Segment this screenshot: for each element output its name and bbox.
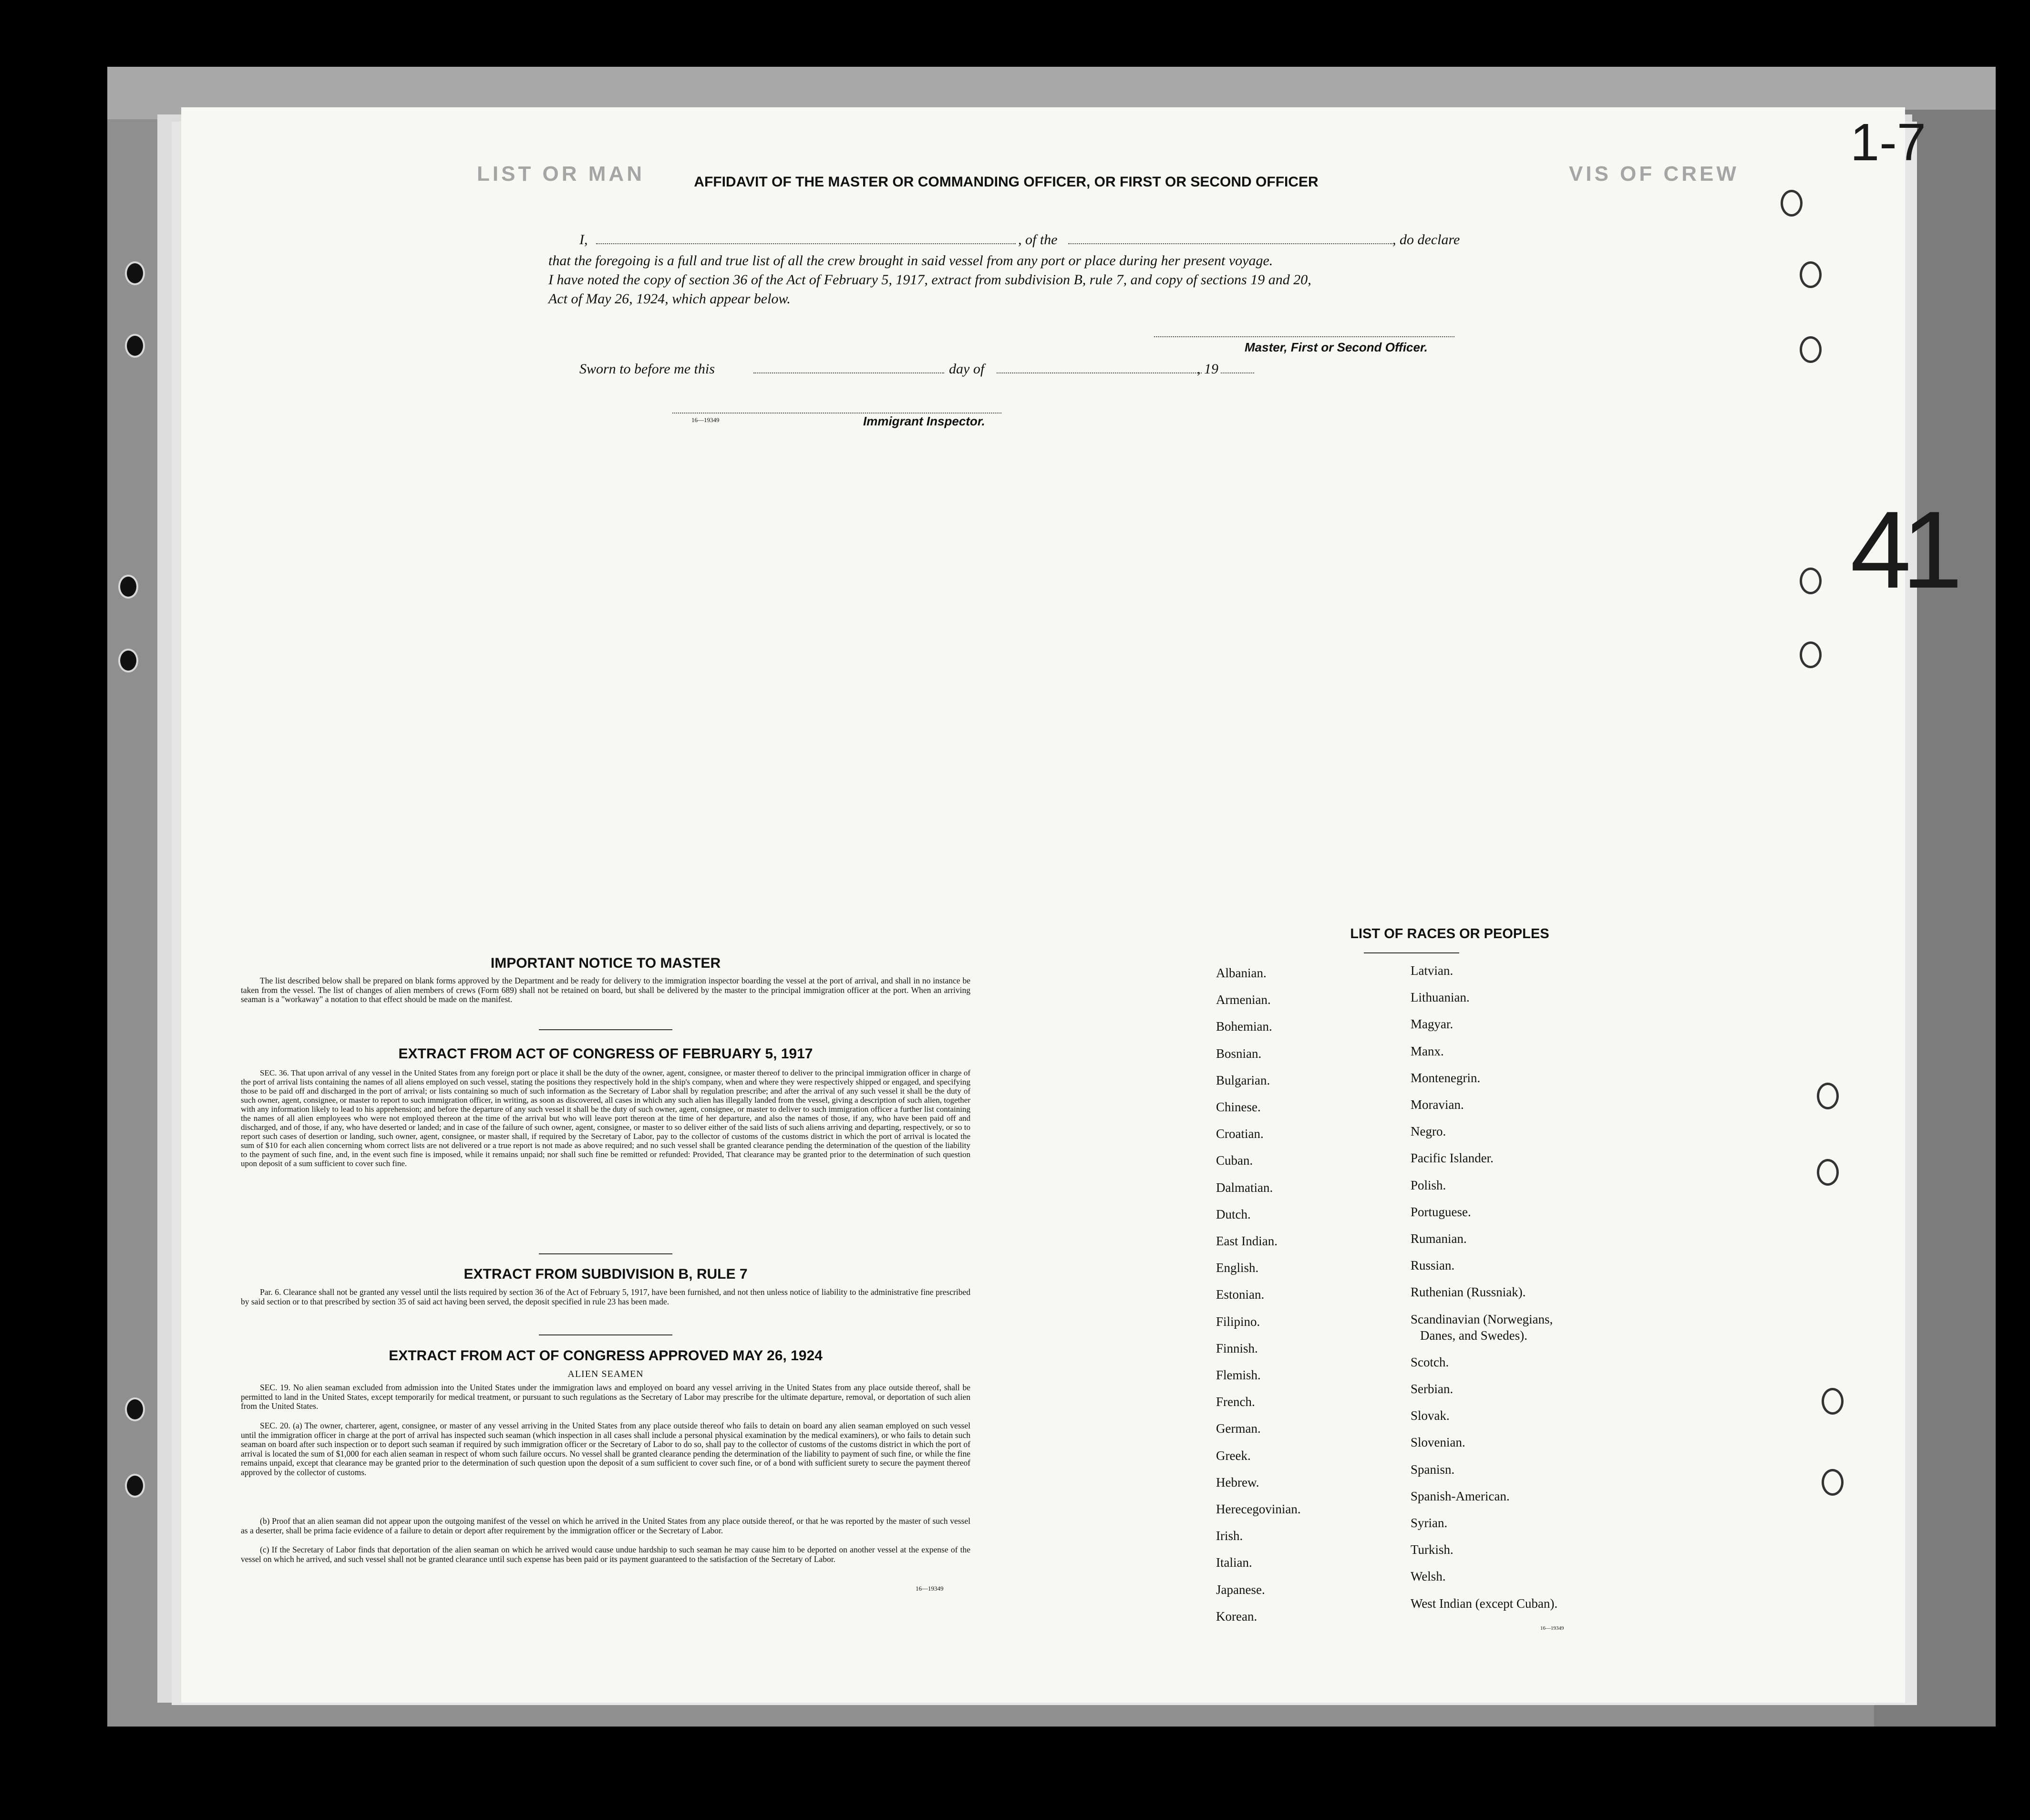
affidavit-of-the: , of the: [1018, 232, 1058, 248]
binder-hole: [125, 1474, 145, 1498]
binder-hole: [118, 649, 138, 672]
race-entry: Ruthenian (Russniak).: [1411, 1285, 1526, 1300]
race-entry: Turkish.: [1411, 1542, 1453, 1557]
punch-hole: [1822, 1469, 1844, 1496]
race-entry: Greek.: [1216, 1448, 1251, 1463]
race-entry: Hebrew.: [1216, 1475, 1259, 1489]
race-entry: German.: [1216, 1421, 1261, 1436]
race-entry: Cuban.: [1216, 1153, 1253, 1168]
race-entry: Flemish.: [1216, 1368, 1261, 1382]
extract-1924-sec19: SEC. 19. No alien seaman excluded from admission into the United States under the immigration laws and employed on board any vessel arriving in the United States from any place outside thereof, shall be permitted to land in the United States, except temporarily for medical treatment, or pursuant to such regulations as the Secretary of Labor may prescribe for the ultimate departure, removal, or deportation of such alien from the United States.: [241, 1383, 970, 1411]
master-signature-line: [1154, 336, 1454, 337]
affidavit-i: I,: [579, 232, 588, 248]
race-entry: Albanian.: [1216, 966, 1267, 980]
race-entry: Slovak.: [1411, 1408, 1450, 1423]
race-entry: Japanese.: [1216, 1582, 1265, 1597]
sworn-year: , 19: [1197, 361, 1218, 377]
race-entry: Bosnian.: [1216, 1046, 1262, 1061]
ghost-title-right: VIS OF CREW: [1569, 162, 1739, 186]
race-entry: Manx.: [1411, 1044, 1444, 1058]
race-entry: Armenian.: [1216, 993, 1271, 1007]
affidavit-form-number: 16—19349: [691, 416, 720, 424]
punch-hole: [1817, 1083, 1839, 1109]
extract-1917-title: EXTRACT FROM ACT OF CONGRESS OF FEBRUARY 5, 1917: [398, 1046, 813, 1062]
master-signature-label: Master, First or Second Officer.: [1245, 340, 1428, 354]
affidavit-title: AFFIDAVIT OF THE MASTER OR COMMANDING OFFICER, OR FIRST OR SECOND OFFICER: [694, 174, 1319, 190]
race-entry: Bulgarian.: [1216, 1073, 1270, 1087]
race-entry: Scandinavian (Norwegians,: [1411, 1312, 1553, 1326]
vessel-blank: [1068, 243, 1392, 244]
extract-rule7-title: EXTRACT FROM SUBDIVISION B, RULE 7: [464, 1266, 748, 1282]
race-entry: Herecegovinian.: [1216, 1502, 1301, 1516]
punch-hole: [1800, 641, 1822, 668]
handwritten-number: 41: [1850, 488, 1953, 611]
race-entry: Italian.: [1216, 1555, 1252, 1570]
races-title: LIST OF RACES OR PEOPLES: [1350, 926, 1549, 941]
punch-hole: [1800, 336, 1822, 363]
extract-rule7-body: Par. 6. Clearance shall not be granted any vessel until the lists required by section 36 of the Act of February 5, 1917, have been furnished, and not then unless notice of liability to the administrative fine prescribed by said section or to that prescribed by section 35 of said act having been served, the deposit specified in rule 23 has been made.: [241, 1287, 970, 1306]
punch-hole: [1817, 1159, 1839, 1186]
name-blank: [596, 243, 1016, 244]
race-entry: Filipino.: [1216, 1314, 1260, 1329]
inspector-label: Immigrant Inspector.: [863, 414, 985, 428]
affidavit-line-2: that the foregoing is a full and true list of all the crew brought in said vessel from any port or place during her present voyage.: [548, 253, 1273, 269]
race-entry: Croatian.: [1216, 1127, 1264, 1141]
ghost-title-left: LIST OR MAN: [477, 162, 645, 186]
extract-1924-sec20c: (c) If the Secretary of Labor finds that deportation of the alien seaman on which he arrived would cause undue hardship to such seaman he may cause him to be deported on another vessel at the expense of the vessel on which he arrived, and such vessel shall not be granted clearance until such expense has been paid or its payment guaranteed to the satisfaction of the Secretary of Labor.: [241, 1545, 970, 1564]
extract-form-number: 16—19349: [916, 1585, 944, 1592]
race-entry: Danes, and Swedes).: [1420, 1328, 1527, 1343]
handwritten-margin-note: 1-7: [1850, 113, 1926, 172]
punch-hole: [1822, 1388, 1844, 1415]
race-entry: French.: [1216, 1395, 1255, 1409]
binder-hole: [118, 575, 138, 599]
race-entry: Magyar.: [1411, 1017, 1453, 1032]
race-entry: Dutch.: [1216, 1207, 1251, 1221]
sworn-day-blank: [753, 372, 944, 373]
sworn-year-blank: [1221, 372, 1254, 373]
divider: [539, 1029, 672, 1030]
race-entry: Finnish.: [1216, 1341, 1258, 1355]
race-entry: Montenegrin.: [1411, 1070, 1481, 1085]
race-entry: Korean.: [1216, 1609, 1257, 1624]
races-form-number: 16—19349: [1540, 1625, 1564, 1631]
affidavit-line-4: Act of May 26, 1924, which appear below.: [548, 291, 791, 307]
race-entry: Negro.: [1411, 1124, 1446, 1139]
sworn-day-of: day of: [949, 361, 985, 377]
race-entry: Estonian.: [1216, 1287, 1265, 1302]
race-entry: Russian.: [1411, 1258, 1455, 1273]
punch-hole: [1800, 261, 1822, 288]
extract-1924-sec20b: (b) Proof that an alien seaman did not appear upon the outgoing manifest of the vessel on which he arrived in the United States from any place outside thereof, or that he was reported by the master of such vessel as a deserter, shall be prima facie evidence of a failure to detain or deport after requirement by the immigration officer or the Secretary of Labor.: [241, 1516, 970, 1535]
race-entry: Irish.: [1216, 1529, 1243, 1543]
divider: [539, 1334, 672, 1335]
sworn-month-blank: [997, 372, 1202, 373]
notice-body: The list described below shall be prepared on blank forms approved by the Department and be ready for delivery to the immigration inspector boarding the vessel at the port of arrival, and shall in no instance be taken from the vessel. The list of changes of alien members of crews (Form 689) shall not be retained on board, but shall be delivered by the master to the principal immigration officer at the port. When an arriving seaman is a "workaway" a notation to that effect should be made on the manifest.: [241, 976, 970, 1004]
divider: [539, 1253, 672, 1254]
race-entry: English.: [1216, 1261, 1259, 1275]
extract-1924-subtitle: ALIEN SEAMEN: [567, 1369, 644, 1379]
extract-1924-sec20a: SEC. 20. (a) The owner, charterer, agent, consignee, or master of any vessel arriving in the United States from any place outside thereof who fails to detain on board any alien seaman employed on such vessel until the immigration officer in charge at the port of arrival has inspected such seaman (which inspection in all cases shall include a personal physical examination by the medical examiners), or who fails to detain such seaman on board after such inspection or to deport such seaman if required by such immigration officer or the Secretary of Labor to do so, shall pay to the collector of customs of the customs district in which the port of arrival is located the sum of $1,000 for each alien seaman in respect of whom such failure occurs. No vessel shall be granted clearance pending the determination of the liability to payment of such fine, or while the fine remains unpaid, except that clearance may be granted prior to the determination of such question upon the deposit of a sum sufficient to cover such fine, or of a bond with sufficient surety to secure the payment thereof approved by the collector of customs.: [241, 1421, 970, 1477]
race-entry: Slovenian.: [1411, 1435, 1465, 1450]
race-entry: West Indian (except Cuban).: [1411, 1596, 1558, 1611]
race-entry: Latvian.: [1411, 963, 1453, 978]
affidavit-line-3: I have noted the copy of section 36 of the Act of February 5, 1917, extract from subdivision B, rule 7, and copy of sections 19 and 20,: [548, 272, 1311, 288]
race-entry: Lithuanian.: [1411, 990, 1470, 1005]
extract-1924-title: EXTRACT FROM ACT OF CONGRESS APPROVED MAY 26, 1924: [389, 1348, 823, 1364]
punch-hole: [1781, 190, 1803, 217]
race-entry: Rumanian.: [1411, 1231, 1467, 1246]
inspector-signature-line: [672, 413, 1001, 414]
sworn-prefix: Sworn to before me this: [579, 361, 715, 377]
race-entry: Spanish-American.: [1411, 1489, 1510, 1503]
race-entry: Portuguese.: [1411, 1204, 1471, 1219]
affidavit-do-declare: , do declare: [1392, 232, 1460, 248]
extract-1917-body: SEC. 36. That upon arrival of any vessel in the United States from any foreign port or place it shall be the duty of the owner, agent, consignee, or master thereof to deliver to the principal immigration officer in charge of the port of arrival lists containing the names of all aliens employed on such vessel, stating the positions they respectively hold in the ship's company, when and where they were respectively shipped or engaged, and specifying those to be paid off and discharged in the port of arrival; or lists containing so much of such information as the Secretary of Labor shall by regulation prescribe; and after the arrival of any such vessel it shall be the duty of such owner, agent, consignee, or master to report to such immigration officer, in writing, as soon as discovered, all cases in which any such alien has illegally landed from the vessel, giving a description of such alien, together with any information likely to lead to his apprehension; and before the departure of any such vessel it shall be the duty of such owner, agent, consignee, or master to deliver to such immigration officer a further list containing the names of all alien employees who were not employed thereon at the time of the arrival but who will leave port thereon at the time of her departure, and also the names of those, if any, who have been paid off and discharged, and of those, if any, who have deserted or landed; and in case of the failure of such owner, agent, consignee, or master to so deliver either of the said lists of such aliens arriving and departing, respectively, or so to report such cases of desertion or landing, such owner, agent, consignee, or master shall, if required by the Secretary of Labor, pay to the collector of customs of the customs district in which the port of arrival is located the sum of $10 for each alien concerning whom correct lists are not delivered or a true report is not made as above required; and no such vessel shall be granted clearance pending the determination of the question of the liability to the payment of such fine, and, in the event such fine is imposed, while it remains unpaid; nor shall such fine be remitted or refunded: Provided, That clearance may be granted prior to the determination of such question upon deposit of a sum sufficient to cover such fine.: [241, 1068, 970, 1168]
binder-hole: [125, 1397, 145, 1421]
race-entry: Chinese.: [1216, 1100, 1261, 1114]
binder-hole: [125, 334, 145, 358]
race-entry: Polish.: [1411, 1178, 1446, 1192]
binder-hole: [125, 261, 145, 285]
race-entry: Spanisn.: [1411, 1462, 1455, 1477]
race-entry: Serbian.: [1411, 1382, 1453, 1396]
race-entry: Pacific Islander.: [1411, 1151, 1494, 1166]
race-entry: Moravian.: [1411, 1097, 1464, 1112]
race-entry: Bohemian.: [1216, 1019, 1272, 1034]
divider: [1364, 952, 1459, 953]
notice-title: IMPORTANT NOTICE TO MASTER: [490, 955, 721, 971]
race-entry: Scotch.: [1411, 1355, 1449, 1369]
punch-hole: [1800, 568, 1822, 594]
race-entry: Dalmatian.: [1216, 1180, 1273, 1195]
race-entry: Welsh.: [1411, 1569, 1446, 1584]
race-entry: Syrian.: [1411, 1516, 1448, 1530]
race-entry: East Indian.: [1216, 1234, 1278, 1248]
